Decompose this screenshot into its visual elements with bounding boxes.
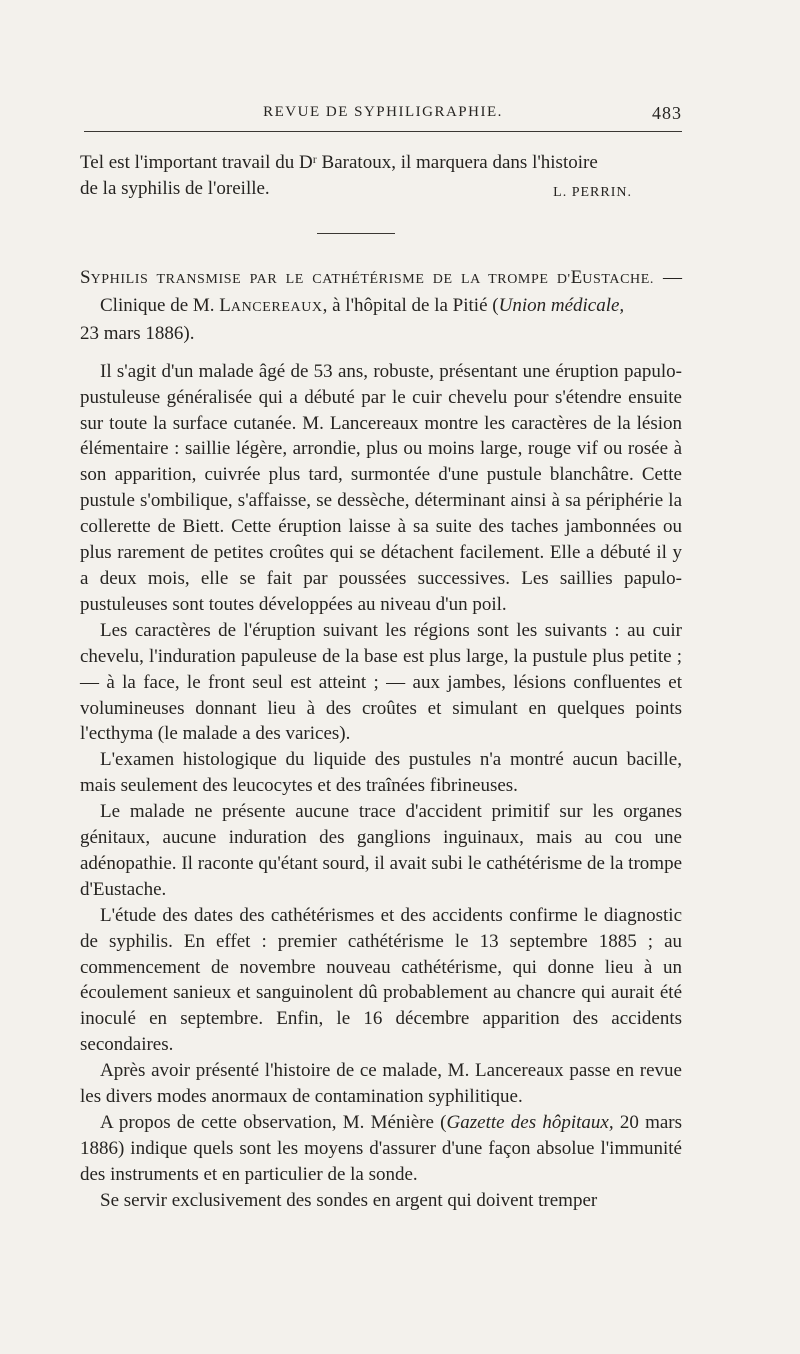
article bbox=[80, 265, 682, 1214]
p7-source: Gazette des hôpitaux, bbox=[446, 1112, 614, 1133]
paragraph-3: L'examen histologique du liquide des pustules n'a montré aucun bacille, mais seulement des leucocytes et des traînées fibrineuses. bbox=[80, 749, 682, 797]
title-hopital: , à l'hôpital de la Pitié ( bbox=[322, 294, 499, 316]
p7-rest: 20 mars 1886) indique quels sont les moyens d'assurer d'une façon absolue l'immunité des instruments et en particulier de la sonde. bbox=[80, 1112, 683, 1185]
title-initial-e: E bbox=[570, 267, 583, 288]
intro-line-2-text: de la syphilis de l'oreille. bbox=[80, 177, 270, 199]
p7-prefix: A propos de cette observation, M. Ménière ( bbox=[100, 1112, 447, 1133]
paragraph-6: Après avoir présenté l'histoire de ce malade, M. Lancereaux passe en revue les divers modes anormaux de contamination syphilitique. bbox=[80, 1060, 682, 1108]
article-title bbox=[80, 265, 682, 347]
title-source: Union médicale, bbox=[498, 294, 625, 316]
intro-line-2 bbox=[80, 176, 682, 206]
article-body bbox=[80, 359, 682, 1214]
running-head bbox=[84, 104, 682, 130]
title-date: 23 mars 1886). bbox=[80, 322, 195, 344]
title-lancereaux: ANCEREAUX bbox=[230, 299, 323, 315]
title-dash: — bbox=[654, 267, 682, 288]
paragraph-4: Le malade ne présente aucune trace d'accident primitif sur les organes génitaux, aucune induration des ganglions inguinaux, mais au cou une adénopathie. Il raconte qu'étant sourd, il avait subi le cathétérisme de la trompe d'Eustache. bbox=[80, 801, 682, 900]
paragraph-7 bbox=[80, 1110, 682, 1188]
title-small-caps-2: USTACHE. bbox=[582, 272, 655, 287]
running-title: REVUE DE SYPHILIGRAPHIE. bbox=[263, 104, 503, 120]
page-number: 483 bbox=[652, 103, 682, 123]
title-clinique: Clinique de M. L bbox=[100, 294, 231, 316]
paragraph-5: L'étude des dates des cathétérismes et des accidents confirme le diagnostic de syphilis. En effet : premier cathétérisme le 13 septembre 1885 ; au commencement de novembre nouveau cathétérisme, qui donne lieu à un écoulement sanieux et sanguinolent dû probablement au chancre qui aurait été inoculé en septembre. Enfin, le 16 décembre apparition des accidents secondaires. bbox=[80, 904, 682, 1056]
paragraph-8: Se servir exclusivement des sondes en argent qui doivent tremper bbox=[100, 1189, 598, 1211]
intro-block bbox=[80, 150, 682, 206]
paragraph-1: Il s'agit d'un malade âgé de 53 ans, robuste, présentant une éruption papulo-pustuleuse généralisée qui a débuté par le cuir chevelu pour s'étendre ensuite sur toute la surface cutanée. M. Lancereaux montre les caractères de la lésion élémentaire : saillie légère, arrondie, plus ou moins large, rouge vif ou rosée à son apparition, cuivrée plus tard, surmontée d'une pustule blanchâtre. Cette pustule s'ombilique, s'affaisse, se dessèche, déterminant ainsi à sa périphérie la collerette de Biett. Cette éruption laisse à sa suite des taches jambonnées ou plus rarement de petites croûtes qui se détachent facilement. Elle a débuté il y a deux mois, elle se fait par poussées successives. Les saillies papulo-pustuleuses sont toutes développées au niveau d'un poil. bbox=[80, 360, 682, 615]
paragraph-2: Les caractères de l'éruption suivant les régions sont les suivants : au cuir chevelu, l'induration papuleuse de la base est plus large, la pustule plus petite ; — à la face, le front seul est atteint ; — aux jambes, lésions confluentes et volumineuses donnant lieu à des croûtes et simulant en quelques points l'ecthyma (le malade a des varices). bbox=[80, 619, 682, 745]
intro-line-1: Tel est l'important travail du Dʳ Baratoux, il marquera dans l'histoire bbox=[80, 152, 598, 173]
header-rule bbox=[84, 131, 682, 132]
section-divider bbox=[317, 233, 395, 234]
title-line-2 bbox=[80, 295, 624, 316]
signature: L. PERRIN. bbox=[553, 184, 632, 200]
title-initial-s: S bbox=[80, 267, 91, 288]
title-small-caps-1: YPHILIS TRANSMISE PAR LE CATHÉTÉRISME DE LA TROMPE D' bbox=[90, 272, 571, 287]
